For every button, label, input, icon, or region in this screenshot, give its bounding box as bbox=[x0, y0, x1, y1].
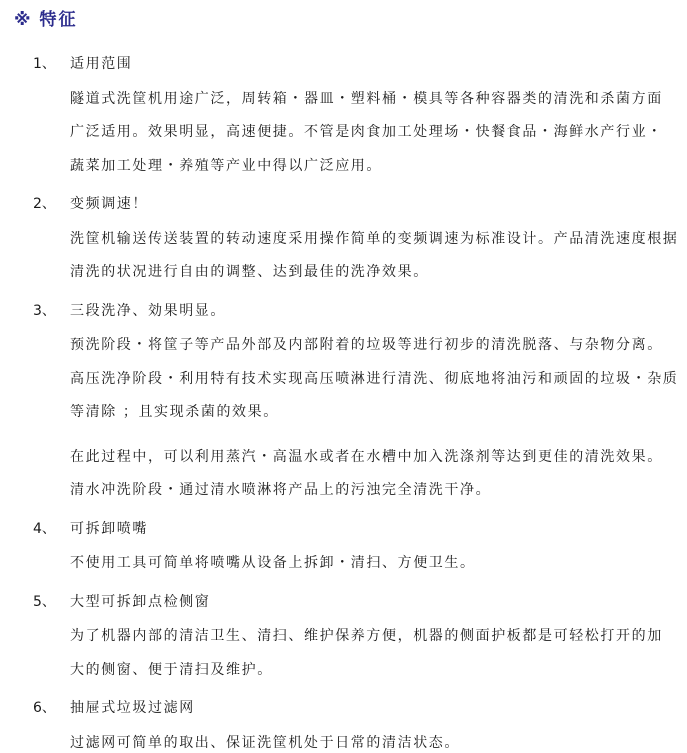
body-line: 隧道式洗筐机用途广泛，周转箱・器皿・塑料桶・模具等各种容器类的清洗和杀菌方面 bbox=[70, 90, 663, 107]
item-heading-text: 可拆卸喷嘴 bbox=[70, 520, 148, 537]
item-number: 2、 bbox=[33, 196, 56, 212]
page-title-text: 特征 bbox=[39, 10, 78, 30]
item-heading-text: 大型可拆卸点检侧窗 bbox=[70, 593, 211, 610]
page-title bbox=[14, 5, 78, 30]
feature-item-heading bbox=[0, 586, 687, 620]
feature-item-heading bbox=[0, 295, 687, 329]
body-line: 为了机器内部的清洁卫生、清扫、维护保养方便，机器的侧面护板都是可轻松打开的加 bbox=[70, 628, 663, 644]
item-number: 6、 bbox=[33, 700, 56, 716]
feature-item-heading bbox=[0, 188, 687, 222]
item-number: 4、 bbox=[33, 520, 56, 537]
body-line: 洗筐机输送传送装置的转动速度采用操作简单的变频调速为标准设计。产品清洗速度根据 bbox=[70, 230, 679, 247]
item-heading-text: 变频调速！ bbox=[70, 196, 148, 212]
body-line: 大的侧窗、便于清扫及维护。 bbox=[70, 661, 273, 678]
item-number: 5、 bbox=[33, 593, 56, 610]
body-line: 等清除 ；且实现杀菌的效果。 bbox=[70, 404, 279, 420]
item-number: 1、 bbox=[33, 56, 56, 72]
feature-item-heading bbox=[0, 48, 687, 82]
reference-mark-icon: ※ bbox=[14, 10, 33, 30]
item-heading-text: 抽屉式垃圾过滤网 bbox=[70, 700, 195, 716]
body-line: 清洗的状况进行自由的调整、达到最佳的洗净效果。 bbox=[70, 264, 429, 280]
body-line: 在此过程中，可以利用蒸汽・高温水或者在水槽中加入洗涤剂等达到更佳的清洗效果。 bbox=[70, 448, 663, 465]
body-line: 预洗阶段・将筐子等产品外部及内部附着的垃圾等进行初步的清洗脱落、与杂物分离。 bbox=[70, 337, 663, 353]
feature-item-heading bbox=[0, 513, 687, 547]
body-line: 过滤网可简单的取出、保证洗筐机处于日常的清洁状态。 bbox=[70, 734, 460, 751]
body-line: 清水冲洗阶段・通过清水喷淋将产品上的污浊完全清洗干净。 bbox=[70, 482, 492, 498]
body-line: 高压洗净阶段・利用特有技术实现高压喷淋进行清洗、彻底地将油污和顽固的垃圾・杂质 bbox=[70, 370, 679, 387]
body-line: 广泛适用。效果明显，高速便捷。不管是肉食加工处理场・快餐食品・海鲜水产行业・ bbox=[70, 124, 663, 140]
feature-item-heading bbox=[0, 692, 687, 726]
feature-list bbox=[0, 40, 687, 753]
body-line: 不使用工具可简单将喷嘴从设备上拆卸・清扫、方便卫生。 bbox=[70, 555, 476, 571]
item-number: 3、 bbox=[33, 302, 56, 319]
body-line: 蔬菜加工处理・养殖等产业中得以广泛应用。 bbox=[70, 157, 382, 174]
item-heading-text: 适用范围 bbox=[70, 56, 133, 72]
item-heading-text: 三段洗净、効果明显。 bbox=[70, 302, 226, 319]
